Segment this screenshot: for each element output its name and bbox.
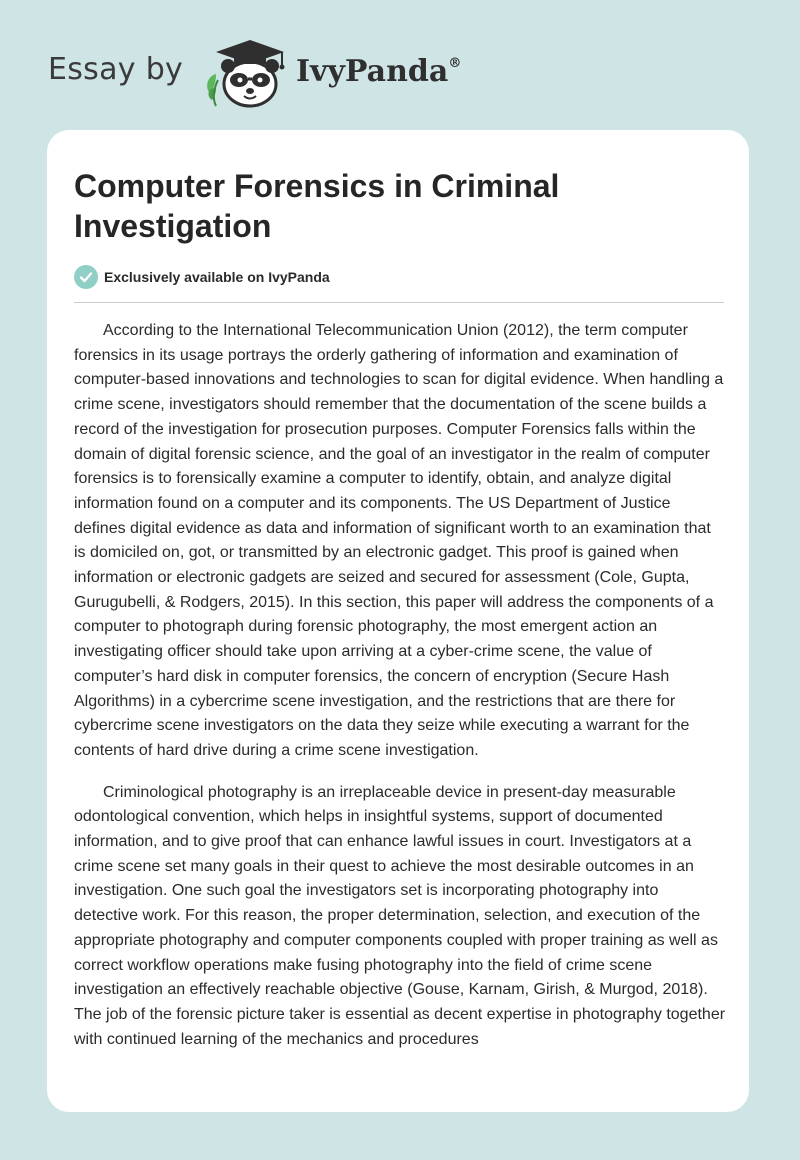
- paragraph: Criminological photography is an irreplaceable device in present-day measurable odontological convention, which helps in insightful systems, support of documented information, and to give proof that can enhance lawful issues in court. Investigators at a crime scene set many goals in their quest to achieve the most desirable outcomes in an investigation. One such goal the investigators set is incorporating photography into detective work. For this reason, the proper determination, selection, and execution of the appropriate photography and computer components coupled with proper training as well as correct workflow operations make fusing photography into the field of crime scene investigation an effectively reachable objective (Gouse, Karnam, Girish, & Murgod, 2018). The job of the forensic picture taker is essential as decent expertise in photography together with continued learning of the mechanics and procedures: [74, 783, 726, 1048]
- brand-name[interactable]: [296, 54, 461, 89]
- essay-card: [47, 130, 749, 1112]
- trademark-symbol: ®: [448, 56, 462, 71]
- panda-logo-icon[interactable]: [202, 36, 288, 110]
- site-header: [48, 34, 508, 114]
- paragraph: According to the International Telecommunication Union (2012), the term computer forensics in its usage portrays the orderly gathering of information and examination of computer-based innovations and technologies to scan for digital evidence. When handling a crime scene, investigators should remember that the documentation of the scene builds a record of the investigation for prosecution purposes. Computer Forensics falls within the domain of digital forensic science, and the goal of an investigator in the realm of computer forensics is to forensically examine a computer to identify, obtain, and analyze digital information found on a computer and its components. The US Department of Justice defines digital evidence as data and information of significant worth to an examination that is domiciled on, got, or transmitted by an electronic gadget. This proof is gained when information or electronic gadgets are seized and secured for assessment (Cole, Gupta, Gurugubelli, & Rodgers, 2015). In this section, this paper will address the components of a computer to photograph during forensic photography, the most emergent action an investigating officer should take upon arriving at a cyber-crime scene, the value of computer’s hard disk in computer forensics, the concern of encryption (Secure Hash Algorithms) in a cybercrime scene investigation, and the restrictions that are there for cybercrime scene investigators on the data they seize while executing a warrant for the contents of hard drive during a crime scene investigation.: [74, 322, 724, 759]
- check-circle-icon: [74, 265, 98, 289]
- divider: [74, 302, 724, 303]
- exclusive-badge: [74, 264, 330, 290]
- exclusive-badge-label: Exclusively available on IvyPanda: [104, 269, 330, 285]
- brand-text: IvyPanda: [296, 54, 449, 89]
- essay-body: [74, 319, 726, 1069]
- essay-by-label: Essay by: [48, 52, 184, 87]
- page-title: Computer Forensics in Criminal Investigation: [74, 168, 560, 244]
